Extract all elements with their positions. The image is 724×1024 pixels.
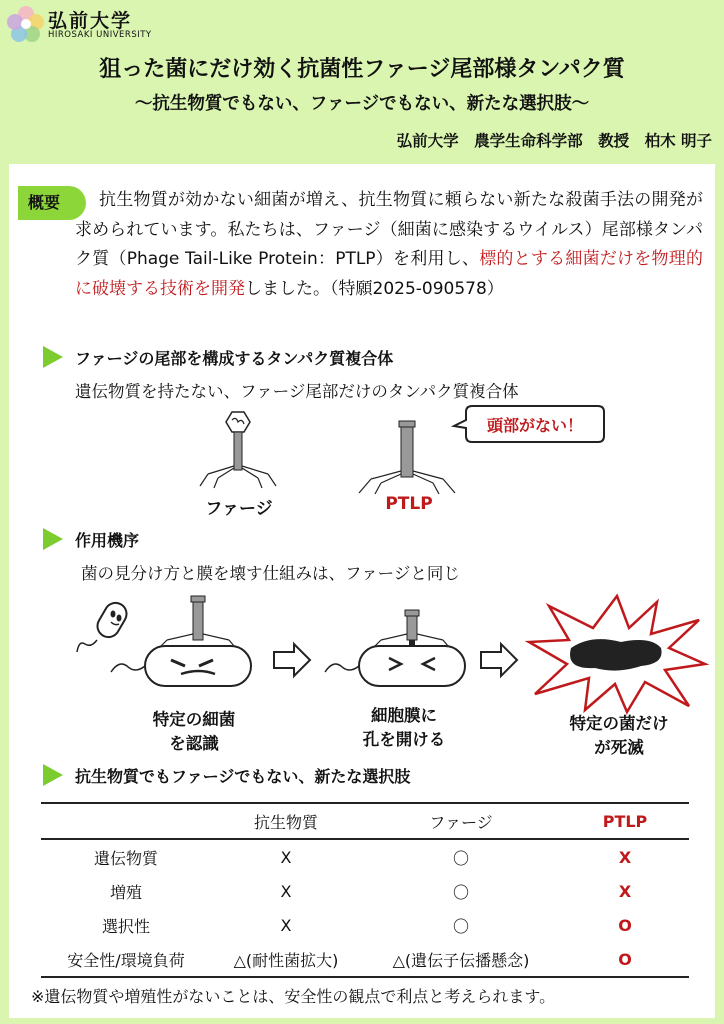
author-line: 弘前大学 農学生命科学部 教授 柏木 明子 xyxy=(396,132,712,150)
phage-illustration-icon xyxy=(194,408,284,488)
table-cell: O xyxy=(618,949,632,969)
page-title: 狙った菌にだけ効く抗菌性ファージ尾部様タンパク質 xyxy=(99,57,625,82)
table-header-cell xyxy=(41,803,211,839)
footnote: ※遺伝物質や増殖性がないことは、安全性の観点で利点と考えられます。 xyxy=(31,987,556,1006)
step1-label: 特定の細菌 を認識 xyxy=(152,710,236,753)
section1-heading: ファージの尾部を構成するタンパク質複合体 xyxy=(75,349,394,368)
university-name-en: HIROSAKI UNIVERSITY xyxy=(48,30,152,40)
section3-heading: 抗生物質でもファージでもない、新たな選択肢 xyxy=(75,767,411,786)
table-cell: X xyxy=(280,881,292,901)
summary-highlight: 標的とする細菌だけを物理的に破壊する技術を開発 xyxy=(75,249,703,299)
content-panel xyxy=(9,164,715,1018)
step2-label: 細胞膜に 孔を開ける xyxy=(362,706,446,749)
comparison-table xyxy=(41,802,689,978)
table-row xyxy=(41,839,689,874)
table-cell: O xyxy=(618,915,632,935)
arrow-right-icon xyxy=(272,642,312,678)
table-cell: 増殖 xyxy=(109,882,142,902)
header xyxy=(0,0,724,160)
summary-part2: しました。（特願2025-090578） xyxy=(245,278,504,299)
table-header-cell: 抗生物質 xyxy=(253,812,318,832)
table-cell: 〇 xyxy=(452,848,469,868)
bacterium-recognition-icon xyxy=(111,594,261,694)
callout-text: 頭部がない！ xyxy=(486,416,583,435)
table-row xyxy=(41,874,689,908)
table-cell: 〇 xyxy=(452,882,469,902)
table-cell: 〇 xyxy=(452,916,469,936)
table-cell: X xyxy=(618,881,632,901)
section1-arrow-icon xyxy=(43,346,63,368)
table-row xyxy=(41,908,689,942)
ptlp-illustration-icon xyxy=(353,419,463,494)
summary-part1: 抗生物質が効かない細菌が増え、抗生物質に頼らない新たな殺菌手法の開発が求められています。私たちは、ファージ（細菌に感染するウイルス）尾部様タンパク質（Phage Tail-Like Protein：PTLP）を利用し、 xyxy=(75,190,703,269)
arrow-right-icon xyxy=(479,642,519,678)
section2-text: 菌の見分け方と膜を壊す仕組みは、ファージと同じ xyxy=(81,564,460,583)
step3-label: 特定の菌だけ が死滅 xyxy=(569,714,669,757)
summary-text xyxy=(75,186,703,304)
section2-arrow-icon xyxy=(43,528,63,550)
table-cell: 遺伝物質 xyxy=(93,848,158,868)
table-cell: X xyxy=(280,915,292,935)
section3-arrow-icon xyxy=(43,764,63,786)
table-cell: X xyxy=(280,847,292,867)
table-cell: 選択性 xyxy=(101,916,150,936)
label-phage: ファージ xyxy=(205,499,273,519)
page-subtitle: ～抗生物質でもない、ファージでもない、新たな選択肢～ xyxy=(134,94,590,114)
university-logo-icon xyxy=(6,4,46,44)
label-ptlp: PTLP xyxy=(385,494,433,514)
section2-heading: 作用機序 xyxy=(75,531,140,550)
burst-dead-bacterium-icon xyxy=(527,594,707,714)
university-name: 弘前大学 xyxy=(48,10,133,32)
table-header-cell: ファージ xyxy=(429,812,493,832)
table-cell: △(耐性菌拡大) xyxy=(233,950,339,970)
table-cell: △(遺伝子伝播懸念) xyxy=(392,950,530,970)
table-header-cell: PTLP xyxy=(602,811,648,831)
table-cell: 安全性/環境負荷 xyxy=(67,950,185,970)
table-cell: X xyxy=(618,847,632,867)
membrane-pore-icon xyxy=(325,594,475,694)
table-row xyxy=(41,942,689,977)
section1-text: 遺伝物質を持たない、ファージ尾部だけのタンパク質複合体 xyxy=(75,382,519,401)
summary-tag: 概要 xyxy=(18,186,86,220)
table-header-row xyxy=(41,803,689,839)
